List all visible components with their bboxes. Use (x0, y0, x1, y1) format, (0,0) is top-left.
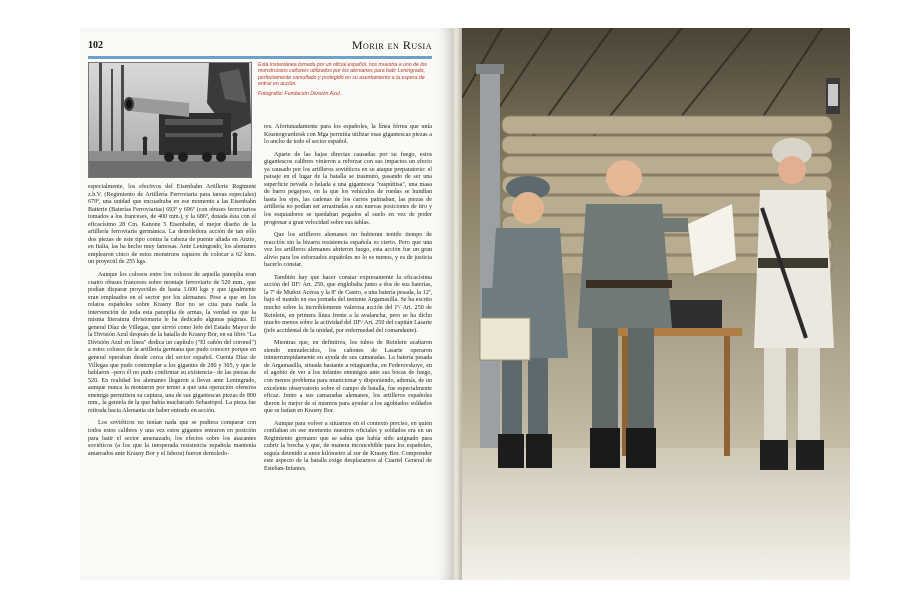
paragraph: Aunque para volver a situarnos en el contexto preciso, en quien confiaban en ese momento nuestros oficiales y soldados era en un Regimiento germano que se sabía que había sido asignado para cubrir la brecha y que, de manera inconcebible para los españoles, seguía detenido a unos kilómetro al sur de Krasny Bor. Comprender este aspecto de la batalla exige desplazarnos al Cuartel General de Esteban-Infantes. (264, 420, 432, 472)
railway-gun-photo (88, 62, 252, 178)
paragraph: res. Afortunadamente para los españoles, la línea férrea que unía Krasnogvardeisk con Mga permitía utilizar esas gigantescas piezas a lo ancho de todo el sector español. (264, 124, 432, 146)
soldiers-illustration (462, 28, 850, 580)
caption-text: Esta instantánea tomada por un oficial español, nos muestra a uno de los monstruosos cañones utilizados por los alemanes para batir Leningrado, perfectamente camuflado y protegido en su asentamiento a la espera de entrar en acción. (258, 62, 427, 88)
paragraph: Que los artilleros alemanes no hubieran tenido tiempo de reacción sin la bizarra resistencia española es cierto. Pero que una vez los artilleros alemanes abrieron fuego, esta acción fue un gran alivio para los esforzados españoles no lo es menos, y es de justicia hacerlo constar. (264, 232, 432, 269)
photo-caption (258, 62, 430, 97)
paragraph: Mientras que, en definitiva, los tubos de Reinlein acabaron siendo enmudecidos, los cañones de Lasarte operaron ininterrumpidamente en ayuda de sus camaradas. La batería pesada de Argamasilla, situada bastante a retaguardia, en Federovskoye, en el agobio de ver a los infantes enemigos ante sus bocas de fuego, con menos problema para municionar y disponiendo, además, de un excelente observatorio sobre el campo de batalla, fue especialmente eficaz. Junto a sus camaradas alemanes, los artilleros españoles dieron lo mejor de sí mismos para ayudar a los agobiados soldados que se batían en Krasny Bor. (264, 340, 432, 415)
text-column-right (264, 124, 432, 479)
book-gutter (452, 28, 462, 580)
left-page (80, 28, 452, 580)
paragraph: Aunque los colosos entre los colosos de aquella panoplia eran cuatro obuses franceses sobre montaje ferroviario de 520 mm., que podían disparar proyectiles de hasta 1.600 kgs y que igualmente eran empleados en el sector por los alemanes. Pese a que en los relatos españoles sobre Krasny Bor no se cita para nada la intervención de toda esta panoplia de armas, la verdad es que la misma literatura divisionaria le ha dedicado algunas páginas. El general Díaz de Villegas, que sirvió como Jefe del Estado Mayor de la División Azul después de la batalla de Krasny Bor, en su libro "La División Azul en línea" dedica un capítulo ("El cañón del coronel") a estos colosos de la artillería germana que pudo conocer porque en general operaban desde cerca del sector español. Cuenta Díaz de Villegas que pudo contemplar a los gigantes de 280 y 305, y que le hablaron –pero él no pudo confirmar su existencia– de las piezas de 520. En realidad los alemanes llegaron a llevar ante Leningrado, aunque nunca la montaron por temer a que una operación ofensiva enemiga permitiera su captura, una de sus gigantescas piezas de 800 mm., la gemela de la que había machacado Sebastopol. La pieza fue retirada hacia Alemania sin haber entrado en acción. (88, 272, 256, 414)
paragraph: Los soviéticos no tenían nada que se pudiera comparar con todos estos calibres y una vez estos gigantes entraron en posición para batir el sector amenazado, los efectos sobre los atacantes soviéticos (a los que la inesperada resistencia española mantenía amarrados ante Krasny Bor y el Ishora) fueron demoledo- (88, 420, 256, 457)
paragraph: También hay que hacer constar expresamente la eficacísima acción del IIIº/ Art. 250, que englobaba junto a dos de sus baterías, la 7ª de Muñoz Aceras y la 8ª de Castro, a una batería pesada, la 12ª, bajo el mando en esa jornada del teniente Argamasilla. Se ha escrito mucho sobre la increíblemente valerosa acción del Iº/ Art. 250 de Reinlein, en primera línea frente a la avalancha, pero se ha dicho mucho menos sobre la actividad del IIIº/ Art. 250 del capitán Lasarte (jefe accidental de la unidad, por enfermedad del comandante). (264, 274, 432, 334)
railway-gun-photo-image (89, 63, 251, 177)
paragraph: Aparte de las bajas directas causadas por su fuego, estos gigantescos calibres vinieron a reforzar con sus impactos un efecto ya causado por los artilleros soviéticos en su ataque preparatorio: el paisaje en el lugar de la batalla se trasmutó, pasando de ser una superficie nevada o helada a una gigantesca "raspútitsa", una masa de barro pegajoso, en la que los vehículos de ruedas se hundían hasta los ejes, las cadenas de los carros patinaban, las piezas de artillería no podían ser arrastradas a sus nuevas posiciones de tiro y los esquiadores se quedaban pegados al suelo en vez de poder progresar a gran velocidad sobre sus tablas. (264, 151, 432, 226)
page-number: 102 (88, 40, 103, 51)
paragraph: especialmente, los efectivos del Eisenbahn Artillerie Regiment z.b.V. (Regimiento de Artillería Ferroviaria para tareas especiales) 679º, una unidad que encuadraba en ese momento a las Eisenbahn Batterie (Baterías Ferroviarias) 693º y 696º (con obuses ferroviarios tomados a los franceses, de 400 mm.), y la 686º, dotada ésta con el eficacísimo 28 Cm. Kanone 5 Eisenbahn, el mejor diseño de la artillería ferroviaria germánica. La demoledora acción de tan sólo dos piezas de este tipo contra la cabeza de puente aliada en Anzio, en Italia, las ha hecho muy famosas. Ante Leningrado, los alemanes emplearon cinco de estos monstruos capaces de colocar a 62 kms. un proyectil de 255 kgs. (88, 184, 256, 266)
text-column-left (88, 184, 256, 463)
page-header (88, 40, 432, 59)
caption-credit: Fotografía: Fundación División Azul. (258, 90, 342, 97)
right-page (462, 28, 850, 580)
running-title: Morir en Rusia (351, 38, 432, 52)
